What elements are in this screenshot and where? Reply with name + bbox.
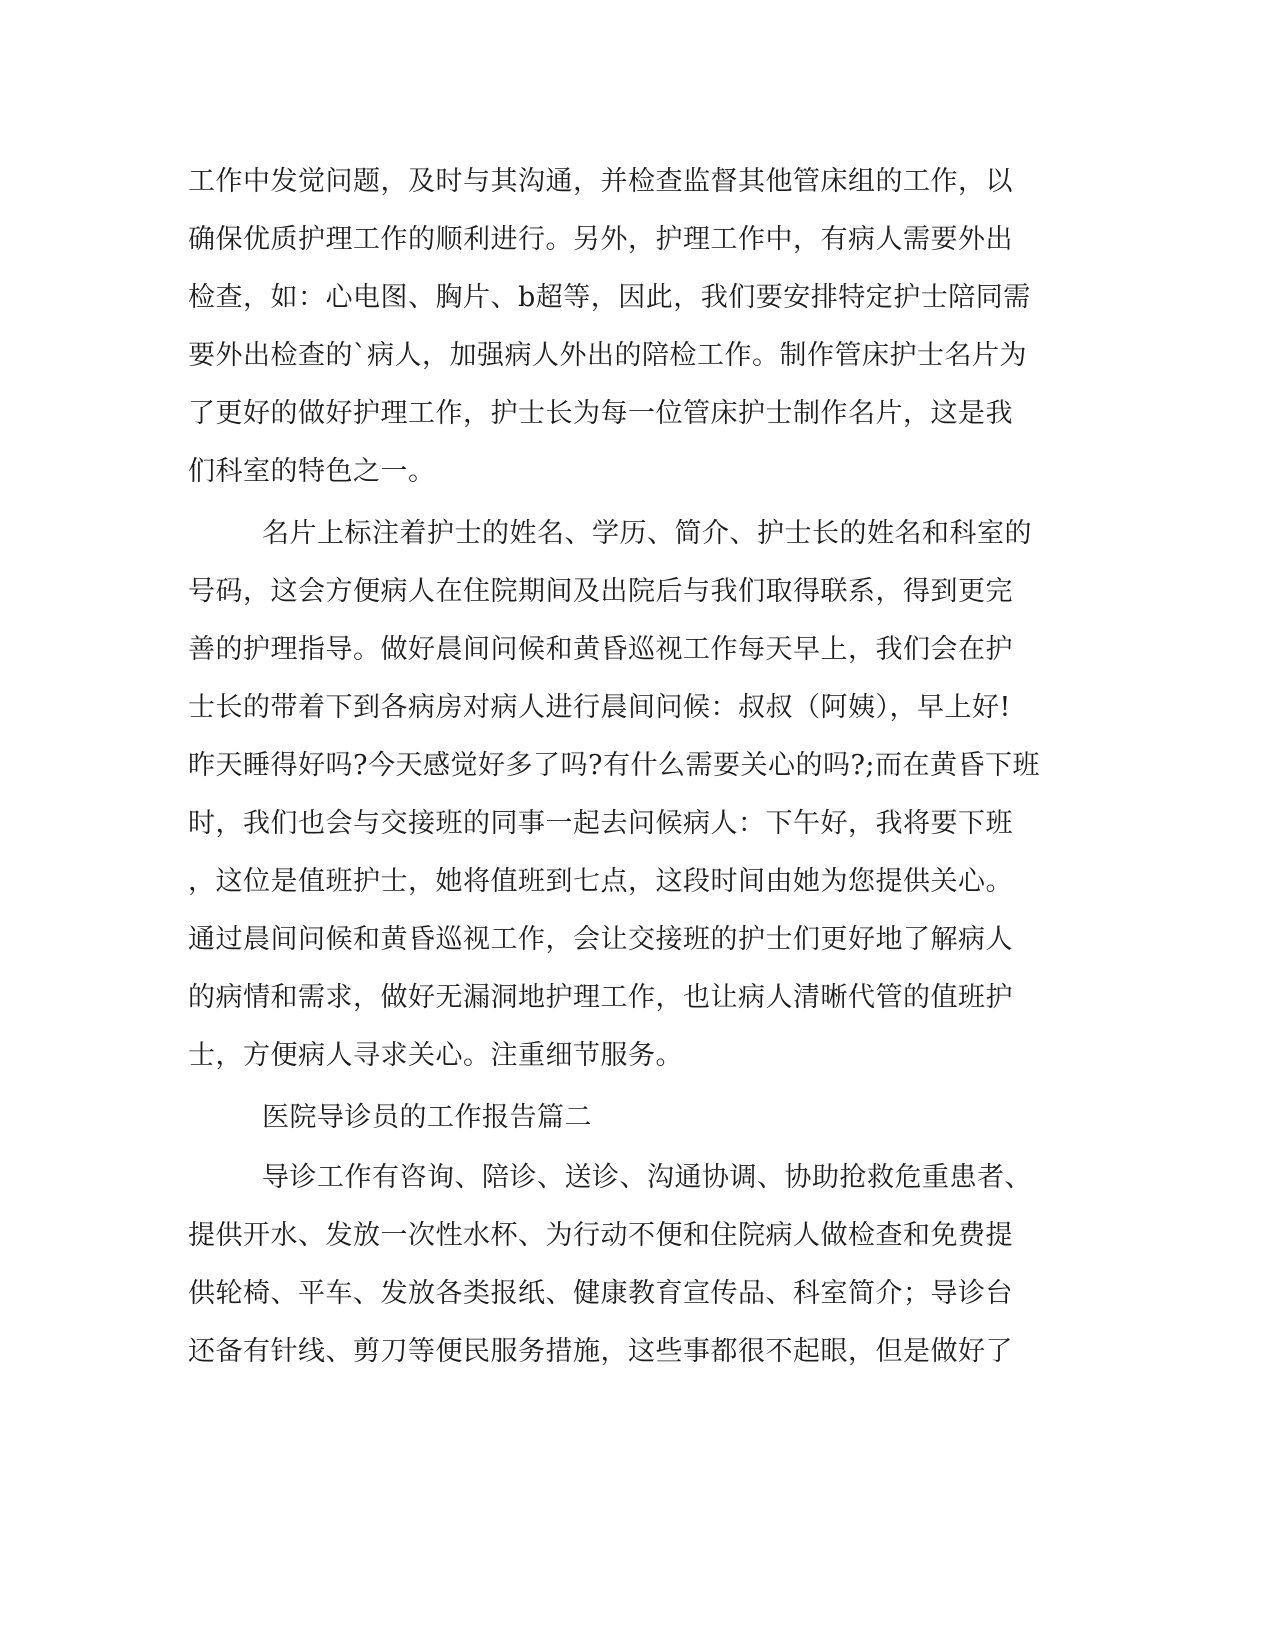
text-line: 还备有针线、剪刀等便民服务措施，这些事都很不起眼，但是做好了 — [188, 1336, 1013, 1367]
text-line: 昨天睡得好吗?今天感觉好多了吗?有什么需要关心的吗?;而在黄昏下班 — [188, 750, 1041, 781]
text-line: 善的护理指导。做好晨间问候和黄昏巡视工作每天早上，我们会在护 — [188, 634, 1013, 665]
text-line: 士长的带着下到各病房对病人进行晨间问候：叔叔（阿姨），早上好! — [188, 692, 1011, 723]
text-line: 号码，这会方便病人在住院期间及出院后与我们取得联系，得到更完 — [188, 576, 1013, 607]
text-line: 们科室的特色之一。 — [188, 456, 436, 487]
paragraph-first-line: 导诊工作有咨询、陪诊、送诊、沟通协调、协助抢救危重患者、 — [262, 1162, 1032, 1193]
text-line: 提供开水、发放一次性水杯、为行动不便和住院病人做检查和免费提 — [188, 1220, 1013, 1251]
section-heading: 医院导诊员的工作报告篇二 — [262, 1102, 592, 1133]
text-line: 士，方便病人寻求关心。注重细节服务。 — [188, 1040, 683, 1071]
text-line: 了更好的做好护理工作，护士长为每一位管床护士制作名片，这是我 — [188, 398, 1013, 429]
text-line: 供轮椅、平车、发放各类报纸、健康教育宣传品、科室简介；导诊台 — [188, 1278, 1013, 1309]
text-line: 检查，如：心电图、胸片、b超等，因此，我们要安排特定护士陪同需 — [188, 282, 1031, 313]
paragraph-first-line: 名片上标注着护士的姓名、学历、简介、护士长的姓名和科室的 — [262, 518, 1032, 549]
text-line: 时，我们也会与交接班的同事一起去问候病人：下午好，我将要下班 — [188, 808, 1013, 839]
text-line: 要外出检查的`病人，加强病人外出的陪检工作。制作管床护士名片为 — [188, 340, 1027, 371]
text-line: ，这位是值班护士，她将值班到七点，这段时间由她为您提供关心。 — [188, 866, 1013, 897]
text-line: 的病情和需求，做好无漏洞地护理工作，也让病人清晰代管的值班护 — [188, 982, 1013, 1013]
text-line: 确保优质护理工作的顺利进行。另外，护理工作中，有病人需要外出 — [188, 224, 1013, 255]
text-line: 工作中发觉问题，及时与其沟通，并检查监督其他管床组的工作，以 — [188, 166, 1013, 197]
text-line: 通过晨间问候和黄昏巡视工作，会让交接班的护士们更好地了解病人 — [188, 924, 1013, 955]
